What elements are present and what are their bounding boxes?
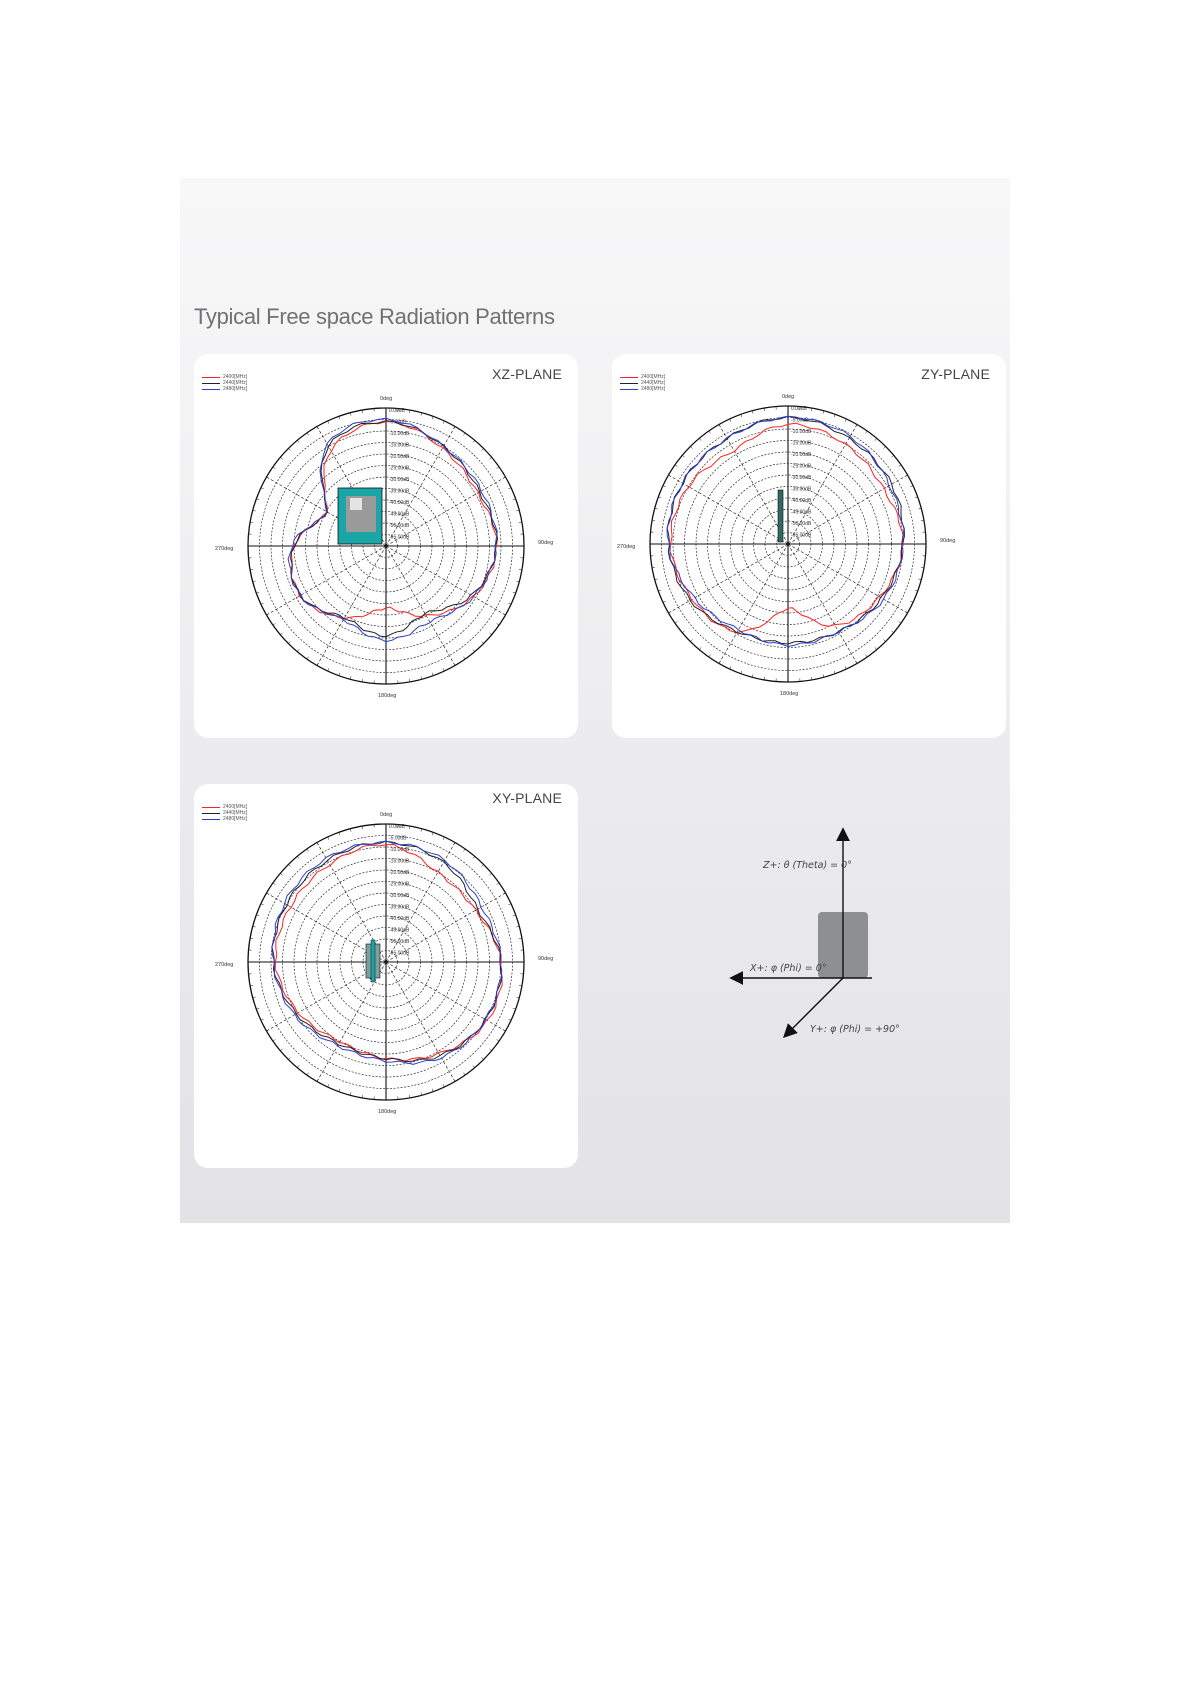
ring-tick [307, 849, 309, 851]
angle-label: 0deg [380, 812, 393, 818]
ring-tick [454, 1079, 456, 1082]
legend-label: 2480[MHz] [223, 386, 248, 392]
zy-plane-title: ZY-PLANE [921, 366, 990, 382]
ring-tick [266, 614, 269, 616]
ring-tick [273, 467, 275, 469]
ring-tick [856, 661, 858, 664]
ring-label: -5.00dB [389, 419, 407, 426]
ring-label: 0.00dB [791, 406, 807, 412]
legend-item [202, 816, 247, 822]
ring-label: -5.00dB [791, 417, 809, 424]
ring-tick [280, 1049, 282, 1051]
ring-tick [481, 448, 483, 450]
ring-tick [266, 1030, 269, 1032]
ring-label: -50.00dB [791, 521, 812, 527]
ring-label: -25.00dB [791, 463, 812, 470]
section-heading: Typical Free space Radiation Patterns [194, 304, 555, 329]
ring-tick [273, 623, 275, 625]
angle-label: 90deg [538, 956, 554, 962]
ring-label: -45.00dB [791, 509, 812, 516]
ring-tick [317, 426, 319, 429]
ring-label: -20.00dB [389, 454, 410, 460]
ring-tick [503, 614, 506, 616]
xy-plane-title: XY-PLANE [492, 790, 562, 806]
antenna-pad [350, 498, 362, 510]
ring-label: -20.00dB [389, 870, 410, 876]
ring-tick [454, 426, 456, 429]
ring-tick [856, 424, 858, 427]
zy-plane-polar-plot [612, 354, 1006, 738]
ring-tick [266, 477, 269, 479]
ring-tick [297, 440, 299, 442]
ring-tick [497, 883, 499, 885]
ring-tick [883, 639, 885, 641]
ring-tick [899, 465, 901, 467]
angle-label: 270deg [215, 546, 234, 552]
ring-tick [497, 623, 499, 625]
ring-tick [454, 663, 456, 666]
ring-label: -15.00dB [791, 440, 812, 447]
ring-label: -50.00dB [389, 523, 410, 529]
ring-tick [668, 475, 671, 477]
antenna-body [371, 940, 375, 982]
legend-label: 2400[MHz] [223, 804, 248, 810]
ring-tick [463, 1073, 465, 1075]
ring-label: -20.00dB [791, 452, 812, 458]
ring-label: -35.00dB [791, 486, 812, 493]
ring-tick [280, 633, 282, 635]
ring-label: -10.00dB [389, 847, 410, 853]
xz-plane-legend [202, 374, 247, 392]
ring-tick [317, 663, 319, 666]
ring-tick [489, 873, 491, 875]
ring-tick [709, 431, 711, 433]
ring-label: -55.00dB [389, 950, 410, 957]
ring-tick [503, 477, 506, 479]
zy-plane-legend [620, 374, 665, 392]
series-line-2480[MHz] [288, 418, 497, 641]
angle-label: 0deg [782, 394, 795, 400]
ring-tick [297, 856, 299, 858]
ring-tick [297, 649, 299, 651]
ring-tick [473, 649, 475, 651]
ring-tick [288, 1057, 290, 1059]
ring-tick [891, 455, 893, 457]
angle-label: 270deg [215, 962, 234, 968]
ring-tick [463, 433, 465, 435]
ring-label: -55.00dB [791, 532, 812, 539]
ring-tick [307, 657, 309, 659]
ring-tick [699, 647, 701, 649]
ring-tick [481, 864, 483, 866]
ring-tick [682, 631, 684, 633]
ring-tick [473, 440, 475, 442]
ring-tick [473, 856, 475, 858]
ring-label: -40.00dB [791, 498, 812, 504]
angle-label: 90deg [538, 540, 554, 546]
ring-label: -45.00dB [389, 927, 410, 934]
ring-tick [668, 612, 671, 614]
ring-label: -35.00dB [389, 488, 410, 495]
ring-label: -30.00dB [389, 477, 410, 483]
ring-tick [497, 1039, 499, 1041]
ring-label: -30.00dB [791, 475, 812, 481]
ring-tick [288, 641, 290, 643]
grid-spoke [386, 962, 455, 1082]
legend-label: 2400[MHz] [641, 374, 666, 380]
legend-item [202, 386, 247, 392]
ring-label: -10.00dB [791, 429, 812, 435]
grid-spoke [788, 544, 857, 664]
xz-plane-card [194, 354, 578, 738]
xz-plane-title: XZ-PLANE [491, 366, 562, 382]
legend-label: 2440[MHz] [223, 810, 248, 816]
legend-item [620, 386, 665, 392]
series-line-2480[MHz] [272, 841, 502, 1064]
ring-tick [317, 842, 319, 845]
ring-tick [690, 446, 692, 448]
grid-spoke [386, 546, 455, 666]
ring-label: -45.00dB [389, 511, 410, 518]
ring-tick [273, 883, 275, 885]
z-axis-label: Z+: θ (Theta) = 0° [763, 860, 852, 871]
x-axis-label: X+: φ (Phi) = 0° [750, 963, 827, 974]
ring-tick [675, 465, 677, 467]
ring-label: -25.00dB [389, 465, 410, 472]
ring-label: -40.00dB [389, 916, 410, 922]
ring-label: -30.00dB [389, 893, 410, 899]
ring-label: -15.00dB [389, 442, 410, 449]
ring-tick [463, 849, 465, 851]
ring-tick [883, 446, 885, 448]
ring-tick [307, 433, 309, 435]
ring-tick [905, 612, 908, 614]
ring-tick [317, 1079, 319, 1082]
ring-tick [297, 1065, 299, 1067]
ring-tick [899, 621, 901, 623]
ring-tick [273, 1039, 275, 1041]
ring-tick [905, 475, 908, 477]
ring-tick [865, 655, 867, 657]
ring-tick [288, 864, 290, 866]
xy-plane-polar-plot [194, 784, 578, 1168]
ring-tick [307, 1073, 309, 1075]
ring-label: 0.00dB [389, 824, 405, 830]
ring-tick [280, 457, 282, 459]
ring-tick [288, 448, 290, 450]
coordinate-axes-diagram [680, 790, 980, 1120]
angle-label: 90deg [940, 538, 956, 544]
ring-tick [719, 661, 721, 664]
angle-label: 0deg [380, 396, 393, 402]
ring-tick [280, 873, 282, 875]
ring-tick [497, 467, 499, 469]
xy-plane-card [194, 784, 578, 1168]
y-axis-label: Y+: φ (Phi) = +90° [810, 1024, 900, 1035]
xy-plane-legend [202, 804, 247, 822]
ring-tick [709, 655, 711, 657]
ring-label: -50.00dB [389, 939, 410, 945]
ring-label: -5.00dB [389, 835, 407, 842]
legend-label: 2440[MHz] [641, 380, 666, 386]
legend-label: 2440[MHz] [223, 380, 248, 386]
ring-tick [481, 641, 483, 643]
ring-label: -10.00dB [389, 431, 410, 437]
ring-tick [865, 431, 867, 433]
ring-tick [481, 1057, 483, 1059]
ring-label: -40.00dB [389, 500, 410, 506]
ring-label: -35.00dB [389, 904, 410, 911]
ring-tick [489, 457, 491, 459]
ring-tick [463, 657, 465, 659]
xz-plane-polar-plot [194, 354, 578, 738]
ring-label: -55.00dB [389, 534, 410, 541]
legend-label: 2400[MHz] [223, 374, 248, 380]
ring-tick [690, 639, 692, 641]
angle-label: 180deg [378, 1109, 397, 1115]
antenna-body [778, 490, 783, 542]
content-panel [180, 178, 1010, 1223]
angle-label: 270deg [617, 544, 636, 550]
ring-tick [454, 842, 456, 845]
angle-label: 180deg [378, 693, 397, 699]
ring-tick [875, 647, 877, 649]
angle-label: 180deg [780, 691, 799, 697]
legend-label: 2480[MHz] [641, 386, 666, 392]
ring-label: 0.00dB [389, 408, 405, 414]
legend-label: 2480[MHz] [223, 816, 248, 822]
ring-tick [473, 1065, 475, 1067]
ring-tick [266, 893, 269, 895]
ring-tick [675, 621, 677, 623]
ring-tick [489, 633, 491, 635]
ring-tick [891, 631, 893, 633]
ring-tick [503, 893, 506, 895]
ring-tick [719, 424, 721, 427]
ring-tick [875, 438, 877, 440]
ring-label: -25.00dB [389, 881, 410, 888]
ring-tick [699, 438, 701, 440]
ring-tick [489, 1049, 491, 1051]
ring-tick [682, 455, 684, 457]
ring-tick [503, 1030, 506, 1032]
ring-label: -15.00dB [389, 858, 410, 865]
zy-plane-card [612, 354, 1006, 738]
